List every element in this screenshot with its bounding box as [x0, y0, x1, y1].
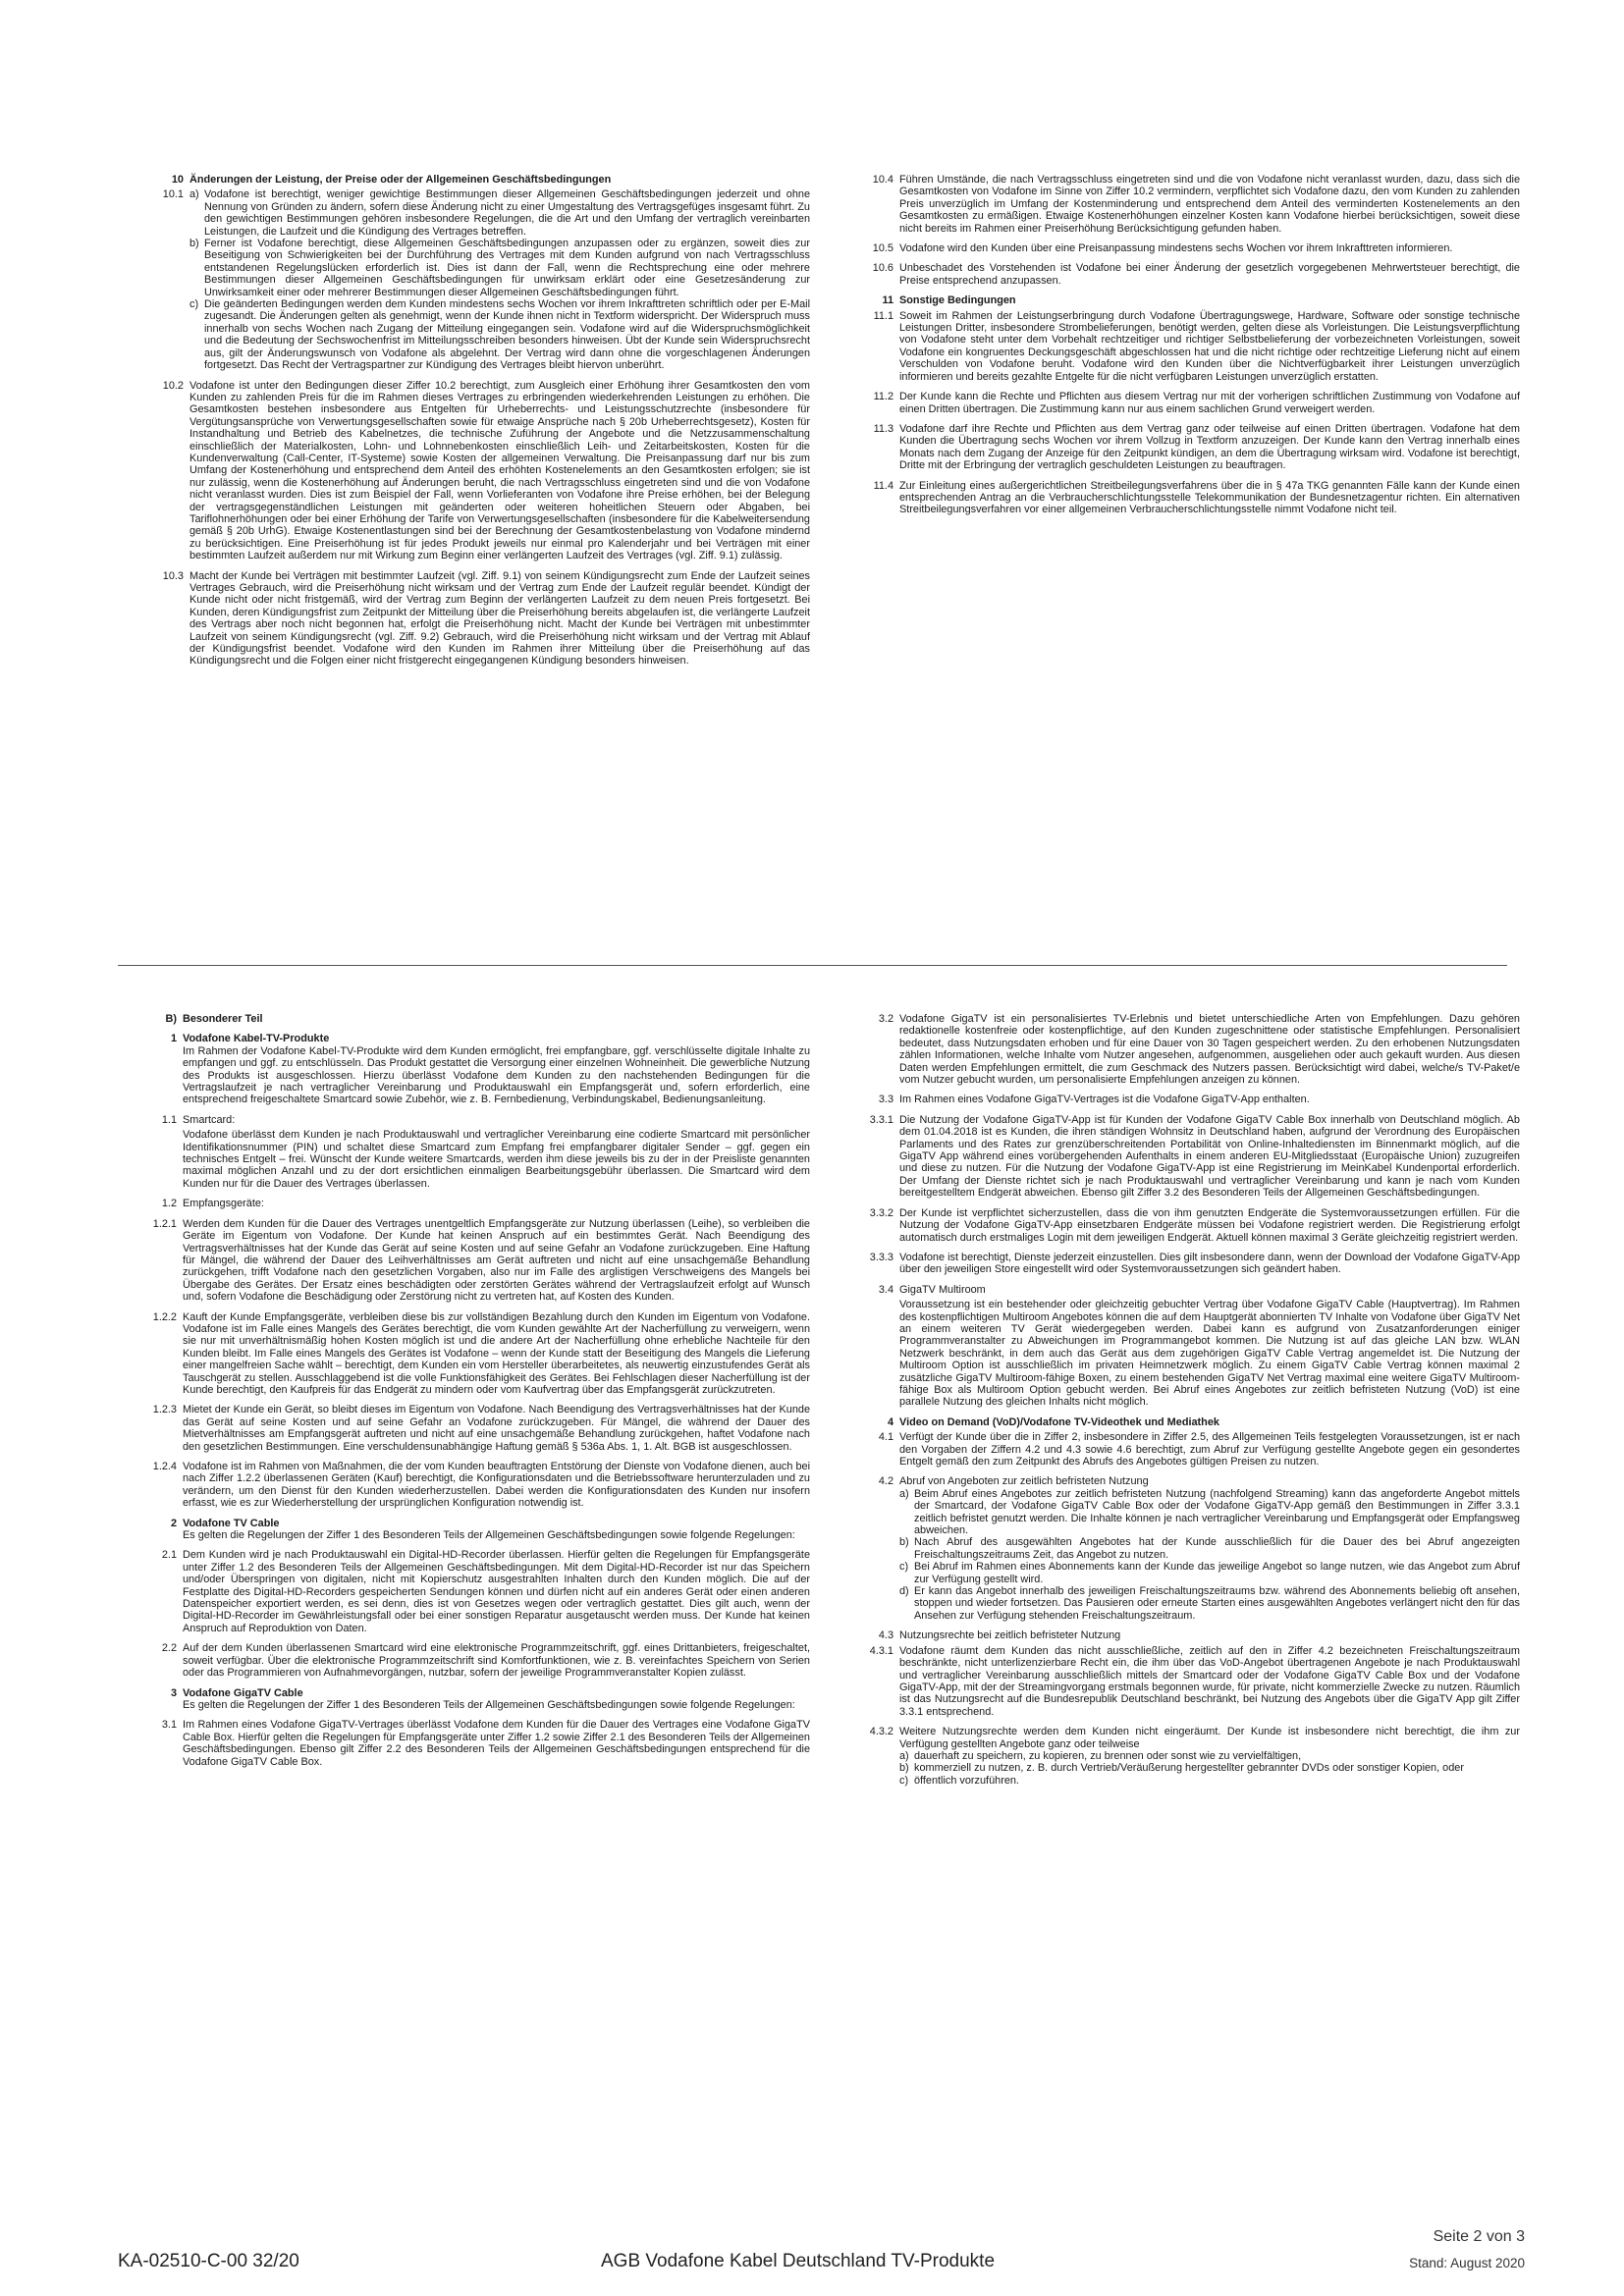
section-4-heading — [852, 1416, 1520, 1428]
clause-text: Unbeschadet des Vorstehenden ist Vodafone bei einer Änderung der gesetzlich vorgegebenen Mehrwertsteuer berechtigt, die Preise entsprechend anzupassen. — [899, 262, 1520, 287]
clause-text: Vodafone ist berechtigt, weniger gewichtige Bestimmungen dieser Allgemeinen Geschäftsbedingungen jederzeit und ohne Nennung von Gründen zu ändern, sofern diese Änderung nicht zu einer Umgestaltung des Vertragsgefüges insgesamt führt. Zu den gewichtigen Bestimmungen gehören insbesondere Regelungen, die die Art und den Umfang der vertraglich vereinbarten Leistungen, die Laufzeit und die Kündigung des Vertrages betreffen. — [204, 188, 810, 238]
clause-4-2 — [852, 1475, 1520, 1622]
clause-11-4 — [852, 480, 1520, 516]
clause-text: öffentlich vorzuführen. — [914, 1774, 1019, 1787]
section-title: Vodafone TV Cable — [183, 1517, 280, 1529]
clause-number: 10.1 — [162, 188, 184, 201]
section-title: Vodafone Kabel-TV-Produkte — [183, 1033, 330, 1045]
clause-text: Im Rahmen eines Vodafone GigaTV-Vertrages überlässt Vodafone dem Kunden für die Dauer des Vertrages eine Vodafone GigaTV Cable Box. Hierfür gelten die Regelungen für Empfangsgeräte unter Ziffer 1.2 sowie Ziffer 2.1 des Besonderen Teils der Allgemeinen Geschäftsbedingungen. Ebenso gilt Ziffer 2.2 des Besonderen Teils der Allgemeinen Geschäftsbedingungen entsprechend für die Vodafone GigaTV Cable Box. — [183, 1719, 810, 1768]
clause-text: Verfügt der Kunde über die in Ziffer 2, insbesondere in Ziffer 2.5, des Allgemeinen Teils festgelegten Voraussetzungen, ist er nach den Vorgaben der Ziffern 4.2 und 4.3 sowie 4.6 berechtigt, zum Abruf zur Verfügung gestellte Angebote gegen ein gesondertes Entgelt gemäß den zum Zeitpunkt des Abrufs des Angebotes gültigen Preisen zu nutzen. — [899, 1431, 1520, 1468]
clause-text: Im Rahmen eines Vodafone GigaTV-Vertrages ist die Vodafone GigaTV-App enthalten. — [899, 1094, 1310, 1106]
clause-number: 11.1 — [873, 309, 893, 322]
page-number: Seite 2 von 3 — [1433, 2228, 1525, 2245]
section-3-heading — [128, 1687, 810, 1699]
clause-10-4 — [852, 174, 1520, 235]
document-code: KA-02510-C-00 32/20 — [118, 2251, 299, 2271]
clause-4-3-2 — [852, 1726, 1520, 1787]
clause-1-2-3 — [128, 1404, 810, 1453]
clause-3-2 — [852, 1013, 1520, 1086]
clause-11-3 — [852, 423, 1520, 472]
item-letter: c) — [899, 1561, 909, 1574]
item-letter: c) — [189, 298, 199, 311]
clause-3-3-3 — [852, 1252, 1520, 1276]
part-b-heading — [128, 1013, 810, 1025]
clause-text: Vodafone ist unter den Bedingungen dieser Ziffer 10.2 berechtigt, zum Ausgleich einer Erhöhung ihrer Gesamtkosten den vom Kunden zu zahlenden Preis für die im Rahmen dieses Vertrages zu erbringenden wiederkehrenden Leistungen zu erhöhen. Die Gesamtkosten bestehen insbesondere aus Entgelten für Urheberrechts- und Leistungsschutzrechte (insbesondere für Vergütungsansprüche von Verwertungsgesellschaften sowie für etwaige Ansprüche nach § 20b Urheberrechtsgesetz), Kosten für Instandhaltung und Betrieb des Kabelnetzes, die technische Zuführung der Angebote und die Netzzusammenschaltung einschließlich der Materialkosten, Lohn- und Lohnnebenkosten einschließlich Leih- und Zeitarbeitskosten, Kosten für die Kundenverwaltung (Call-Center, IT-Systeme) sowie Kosten der allgemeinen Verwaltung. Die Preisanpassung darf nur bis zum Umfang der Kostenerhöhung und entsprechend dem Anteil des erhöhten Kostenelements an den Gesamtkosten erfolgen; sie ist nur zulässig, wenn die Kostenerhöhung auf Änderungen beruht, die nach Vertragsschluss eingetreten sind und die von Vodafone nicht veranlasst wurden. Dies ist zum Beispiel der Fall, wenn Vorlieferanten von Vodafone ihre Preise erhöhen, bei der Belegung der vertragsgegenständlichen Leistungen mit geänderten oder weiteren hoheitlichen Steuern oder Abgaben, bei Tariflohnerhöhungen oder bei einer Erhöhung der Tarife von Verwertungsgesellschaften (insbesondere für die Kabelweitersendung gemäß § 20b UrhG). Etwaige Kostenentlastungen sind bei der Berechnung der Gesamtkostenbelastung von Vodafone mindernd zu berücksichtigen. Eine Preiserhöhung ist für jedes Produkt jeweils nur einmal pro Kalenderjahr und bei Verträgen mit einer bestimmten Laufzeit außerdem nur mit Wirkung zum Beginn einer verlängerten Laufzeit des Vertrages (vgl. Ziff. 9.1) zulässig. — [189, 379, 810, 562]
clause-text: dauerhaft zu speichern, zu kopieren, zu brennen oder sonst wie zu vervielfältigen, — [914, 1749, 1302, 1762]
clause-text: Bei Abruf im Rahmen eines Abonnements kann der Kunde das jeweilige Angebot so lange nutzen, wie das Angebot zum Abruf zur Verfügung gestellt wird. — [914, 1561, 1520, 1585]
section-number: 3 — [170, 1686, 177, 1699]
clause-number: 1.1 — [161, 1113, 177, 1126]
clause-number: 10.6 — [872, 262, 893, 275]
clause-number: 10.3 — [162, 569, 184, 582]
clause-title: Smartcard: — [183, 1113, 236, 1126]
item-letter: b) — [189, 238, 199, 250]
clause-number: 11.2 — [873, 391, 893, 403]
clause-text: Nach Abruf des ausgewählten Angebotes hat der Kunde ausschließlich für die Dauer des bei Abruf angezeigten Freischaltungszeitraums Zeit, das Angebot zu nutzen. — [914, 1536, 1520, 1561]
clause-text: Vodafone überlässt dem Kunden je nach Produktauswahl und vertraglicher Vereinbarung eine codierte Smartcard mit persönlicher Identifikationsnummer (PIN) und schaltet diese Smartcard zum Empfang frei empfangbarer digitaler Sender – ggf. gegen ein technisches Entgelt – frei. Wünscht der Kunde weitere Smartcards, werden ihm diese jeweils bis zu der in der Preisliste genannten maximal möglichen Anzahl und zu der dort ersichtlichen einmaligen Bearbeitungsgebühr überlassen. Die Smartcard wird dem Kunden nur für die Dauer des Vertrages überlassen. — [183, 1129, 810, 1190]
clause-number: 3.3.1 — [869, 1113, 893, 1126]
clause-title: Empfangsgeräte: — [183, 1198, 264, 1210]
clause-text: Der Kunde ist verpflichtet sicherzustellen, dass die von ihm genutzten Endgeräte die Systemvoraussetzungen erfüllen. Für die Nutzung der Vodafone GigaTV-App einsetzbaren Endgeräte müssen bei Vodafone registriert werden. Die Registrierung erfolgt automatisch durch erstmaliges Login mit dem jeweiligen Endgerät. Aktuell können maximal 3 Geräte gleichzeitig registriert werden. — [899, 1206, 1520, 1244]
clause-2-2 — [128, 1642, 810, 1679]
clause-text: Vodafone wird den Kunden über eine Preisanpassung mindestens sechs Wochen vor ihrem Inkrafttreten informieren. — [899, 242, 1453, 255]
clause-4-1 — [852, 1431, 1520, 1468]
clause-1-2-1 — [128, 1218, 810, 1304]
clause-text: Es gelten die Regelungen der Ziffer 1 des Besonderen Teils der Allgemeinen Geschäftsbedingungen sowie folgende Regelungen: — [183, 1698, 795, 1711]
clause-text: Mietet der Kunde ein Gerät, so bleibt dieses im Eigentum von Vodafone. Nach Beendigung des Vertragsverhältnisses hat der Kunde das Gerät auf seine Kosten und auf seine Gefahr an Vodafone zurückzugeben. Für Mängel, die während der Dauer des Mietverhältnisses am Empfangsgerät auftreten und nicht auf eine unsachgemäße Behandlung zurückgehen, haftet Vodafone nach den gesetzlichen Bestimmungen. Eine verschuldensunabhängige Haftung gemäß § 536a Abs. 1, 1. Alt. BGB ist ausgeschlossen. — [183, 1404, 810, 1453]
section-number: 1 — [170, 1033, 177, 1045]
clause-number: 3.3 — [878, 1094, 893, 1106]
clause-2-1 — [128, 1549, 810, 1634]
document-date: Stand: August 2020 — [1409, 2256, 1525, 2270]
clause-3-4-title — [852, 1284, 1520, 1296]
clause-number: 10.4 — [872, 174, 893, 186]
section-2-text — [128, 1529, 810, 1541]
item-letter: b) — [899, 1762, 909, 1775]
section-10-heading — [142, 174, 810, 186]
clause-text: Führen Umstände, die nach Vertragsschluss eingetreten sind und die von Vodafone nicht veranlasst wurden, dazu, dass sich die Gesamtkosten von Vodafone im Sinne von Ziffer 10.2 vermindern, verpflichtet sich Vodafone dazu, den vom Kunden zu zahlenden Preis unverzüglich im Umfang der Kostenminderung und entsprechend dem Anteil des verminderten Kostenelements an den Gesamtkosten zu ermäßigen. Etwaige Kostenerhöhungen einzelner Kosten kann Vodafone hierbei berücksichtigen, soweit diese nicht bereits im Rahmen einer Preiserhöhung Berücksichtigung gefunden haben. — [899, 174, 1520, 235]
section-title: Video on Demand (VoD)/Vodafone TV-Videothek und Mediathek — [899, 1415, 1219, 1428]
clause-text: Es gelten die Regelungen der Ziffer 1 des Besonderen Teils der Allgemeinen Geschäftsbedingungen sowie folgende Regelungen: — [183, 1529, 795, 1542]
section-1-heading — [128, 1033, 810, 1044]
item-letter: a) — [899, 1749, 909, 1762]
clause-text: Ferner ist Vodafone berechtigt, diese Allgemeinen Geschäftsbedingungen anzupassen oder zu ergänzen, soweit dies zur Beseitigung von Schwierigkeiten bei der Durchführung des Vertrages mit dem Kunden aufgrund von nach Vertragsschluss entstandenen Regelungslücken erforderlich ist. Dies ist dann der Fall, wenn die Rechtsprechung eine oder mehrere Bestimmungen dieser Allgemeinen Geschäftsbedingungen für unwirksam erklärt oder eine Gesetzesänderung zur Unwirksamkeit einer oder mehrerer Bestimmungen dieser Allgemeinen Geschäftsbedingungen führt. — [204, 238, 810, 298]
clause-3-3-2 — [852, 1207, 1520, 1244]
item-letter: c) — [899, 1774, 909, 1787]
section-title: Sonstige Bedingungen — [899, 294, 1016, 307]
clause-number: 3.4 — [878, 1283, 893, 1296]
section-number: 11 — [882, 294, 893, 307]
clause-title: GigaTV Multiroom — [899, 1283, 986, 1296]
clause-text: Macht der Kunde bei Verträgen mit bestimmter Laufzeit (vgl. Ziff. 9.1) von seinem Kündigungsrecht zum Ende der Laufzeit seines Vertrages Gebrauch, wird die Preiserhöhung nicht wirksam und der Vertrag zum Ende der Laufzeit regulär beendet. Kündigt der Kunde nicht oder nicht fristgemäß, wird der Vertrag zum Beginn der verlängerten Laufzeit zu dem neuen Preis fortgesetzt. Bei Kunden, deren Kündigungsfrist zum Zeitpunkt der Mitteilung über die Preiserhöhung bereits abgelaufen ist, die verlängerte Laufzeit des Vertrags aber noch nicht begonnen hat, erfolgt die Preiserhöhung nicht. Macht der Kunde bei Verträgen mit unbestimmter Laufzeit von seinem Kündigungsrecht (vgl. Ziff. 9.2) Gebrauch, wird die Preiserhöhung nicht wirksam und der Vertrag mit Ablauf der Kündigungsfrist beendet. Vodafone wird den Kunden im Rahmen ihrer Mitteilung über die Preiserhöhung auf das Kündigungsrecht und die Folgen einer nicht fristgerecht eingegangenen Kündigung besonders hinweisen. — [189, 569, 810, 667]
clause-1-2-2 — [128, 1311, 810, 1397]
section-divider — [118, 965, 1507, 966]
part-title: Besonderer Teil — [183, 1013, 263, 1025]
clause-number: 11.3 — [873, 422, 893, 435]
item-letter: b) — [899, 1536, 909, 1549]
clause-number: 1.2.1 — [152, 1217, 177, 1230]
clause-number: 1.2.4 — [152, 1461, 177, 1472]
clause-3-4 — [852, 1299, 1520, 1409]
clause-11-2 — [852, 391, 1520, 415]
clause-text: Werden dem Kunden für die Dauer des Vertrages unentgeltlich Empfangsgeräte zur Nutzung überlassen (Leihe), so verbleiben die Geräte im Eigentum von Vodafone. Der Kunde hat keinen Anspruch auf ein bestimmtes Gerät. Nach Beendigung des Vertragsverhältnisses hat der Kunde das Gerät auf seine Kosten und auf seine Gefahr an Vodafone zurückzugeben. Eine Haftung für Mängel, die während der Dauer des Leihverhältnisses am Gerät auftreten und nicht auf eine unsachgemäße Behandlung zurückgehen, trifft Vodafone nach den gesetzlichen Vorgaben, also nur im Falle des arglistigen Verschweigens des Mangels bei Übergabe des Gerätes. Der Ersatz eines beschädigten oder zerstörten Gerätes während der Vertragslaufzeit erfolgt auf Wunsch und, sofern Vodafone die Beschädigung oder Zerstörung nicht zu vertreten hat, auf Kosten des Kunden. — [183, 1217, 810, 1304]
clause-text: Die Nutzung der Vodafone GigaTV-App ist für Kunden der Vodafone GigaTV Cable Box innerhalb von Deutschland möglich. Ab dem 01.04.2018 ist es Kunden, die ihren ständigen Wohnsitz in Deutschland haben, aufgrund der Verordnung des Europäischen Parlaments und des Rates zur grenzüberschreitenden Portabilität von Online-Inhaltediensten im Binnenmarkt möglich, auf die GigaTV App während eines vorübergehenden Aufenthalts in einem anderen EU-Mitgliedsstaat (Europäische Union) zuzugreifen und diese zu nutzen. Für die Nutzung der Vodafone GigaTV-App ist eine Registrierung im MeinKabel Kundenportal erforderlich. Der Umfang der Dienste richtet sich je nach Produktauswahl und vertraglicher Vereinbarung und kann je nach vom Kunden bereitgestelltem Endgerät abweichen. Ebenso gilt Ziffer 3.2 des Besonderen Teils der Allgemeinen Geschäftsbedingungen. — [899, 1113, 1520, 1200]
clause-text: Die geänderten Bedingungen werden dem Kunden mindestens sechs Wochen vor ihrem Inkrafttreten schriftlich oder per E-Mail zugesandt. Die Änderungen gelten als genehmigt, wenn der Kunde ihnen nicht in Textform widerspricht. Der Widerspruch muss innerhalb von sechs Wochen nach Zugang der Mitteilung eingegangen sein. Vodafone wird auf die Widerspruchsmöglichkeit und die Bedeutung der Sechswochenfrist im Mitteilungsschreiben besonders hinweisen. Übt der Kunde sein Widerspruchsrecht aus, gilt der Änderungswunsch von Vodafone als abgelehnt. Der Vertrag wird dann ohne die vorgeschlagenen Änderungen fortgesetzt. Das Recht der Vertragspartner zur Kündigung des Vertrages bleibt hiervon unberührt. — [204, 298, 810, 372]
clause-number: 3.3.2 — [869, 1206, 893, 1219]
clause-text: Vodafone ist berechtigt, Dienste jederzeit einzustellen. Dies gilt insbesondere dann, wenn der Download der Vodafone GigaTV-App über den jeweiligen Store eingestellt wird oder Systemvoraussetzungen sich geändert haben. — [899, 1251, 1520, 1276]
clause-number: 3.2 — [878, 1013, 893, 1025]
item-letter: d) — [899, 1585, 909, 1598]
clause-1-1-title — [128, 1114, 810, 1126]
section-3-text — [128, 1699, 810, 1711]
clause-4-3-1 — [852, 1645, 1520, 1718]
clause-number: 4.3.1 — [869, 1644, 893, 1657]
clause-number: 1.2.3 — [152, 1404, 177, 1416]
clause-number: 4.3.2 — [869, 1726, 893, 1738]
clause-number: 2.2 — [161, 1642, 177, 1655]
bottom-left-column — [128, 1013, 810, 1776]
section-title: Änderungen der Leistung, der Preise oder der Allgemeinen Geschäftsbedingungen — [189, 174, 612, 186]
clause-10-3 — [142, 570, 810, 667]
clause-number: 2.1 — [161, 1549, 177, 1562]
clause-text: Soweit im Rahmen der Leistungserbringung durch Vodafone Übertragungswege, Hardware, Software oder sonstige technische Leistungen Dritter, insbesondere Strombelieferungen, benötigt werden, gelten diese als Vorleistungen. Die Leistungsverpflichtung von Vodafone steht unter dem Vorbehalt rechtzeitiger und richtiger Selbstbelieferung der vorbezeichneten Vorleistungen, soweit Vodafone ein kongruentes Deckungsgeschäft abgeschlossen hat und die nicht richtige oder rechtzeitige Lieferung nicht auf einem Verschulden von Vodafone beruht. Vodafone wird den Kunden über die Nichtverfügbarkeit ihrer Leistungen unverzüglich informieren und bereits gezahlte Entgelte für die nicht verfügbaren Leistungen unverzüglich erstatten. — [899, 309, 1520, 383]
section-11-heading — [852, 294, 1520, 306]
clause-3-3 — [852, 1094, 1520, 1105]
clause-10-1 — [142, 188, 810, 371]
clause-3-3-1 — [852, 1114, 1520, 1200]
item-letter: a) — [899, 1487, 909, 1500]
clause-10-6 — [852, 262, 1520, 287]
clause-text: kommerziell zu nutzen, z. B. durch Vertrieb/Veräußerung hergestellter gebrannter DVDs oder sonstiger Kopien, oder — [914, 1762, 1464, 1775]
bottom-right-column — [852, 1013, 1520, 1794]
clause-title: Nutzungsrechte bei zeitlich befristeter Nutzung — [899, 1629, 1121, 1642]
item-letter: a) — [189, 188, 199, 201]
section-title: Vodafone GigaTV Cable — [183, 1686, 303, 1699]
top-right-column — [852, 174, 1520, 524]
clause-1-2-4 — [128, 1461, 810, 1510]
clause-10-2 — [142, 380, 810, 562]
clause-number: 1.2 — [161, 1198, 177, 1210]
clause-text: Auf der dem Kunden überlassenen Smartcard wird eine elektronische Programmzeitschrift, ggf. eines Drittanbieters, freigeschaltet, soweit verfügbar. Über die elektronische Programmzeitschrift sind Komfortfunktionen, wie z. B. vereinfachtes Speichern von Serien oder das Programmieren von Aufnahmevorgängen, nutzbar, sofern der jeweilige Programmveranstalter Kopien zulässt. — [183, 1642, 810, 1680]
clause-text: Vodafone ist im Rahmen von Maßnahmen, die der vom Kunden beauftragten Entstörung der Dienste von Vodafone dienen, auch bei nach Ziffer 1.2.2 überlassenen Geräten (Kauf) berechtigt, die Konfigurationsdaten und die Betriebssoftware herunterzuladen und zu verändern, um den Dienst für den Kunden wiederherzustellen. Dabei werden die Konfigurationsdaten des Kunden nur insofern erfasst, wie es zur Wiederherstellung der ursprünglichen Konfiguration notwendig ist. — [183, 1461, 810, 1510]
clause-text: Beim Abruf eines Angebotes zur zeitlich befristeten Nutzung (nachfolgend Streaming) kann das angeforderte Angebot mittels der Smartcard, der Vodafone GigaTV Cable Box oder der Vodafone GigaTV-App gemäß den Bestimmungen in Ziffer 3.3.1 zeitlich befristet genutzt werden. Die Inhalte können je nach vertraglicher Vereinbarung und Empfangsgerät oder Empfangsweg abweichen. — [914, 1487, 1520, 1537]
clause-3-1 — [128, 1719, 810, 1768]
clause-text: Kauft der Kunde Empfangsgeräte, verbleiben diese bis zur vollständigen Bezahlung durch den Kunden im Eigentum von Vodafone. Vodafone ist im Falle eines Mangels des Gerätes berechtigt, die vom Kunden gewählte Art der Nacherfüllung zu verweigern, wenn sie nur mit unverhältnismäßig hohen Kosten möglich ist und die andere Art der Nacherfüllung ohne erhebliche Nachteile für den Kunden bleibt. Im Falle eines Mangels des Gerätes ist Vodafone – wenn der Kunde statt der Beseitigung des Mangels die Lieferung einer mangelfreien Sache wählt – berechtigt, dem Kunden ein vom Hersteller überarbeitetes, als neuwertig einzustufendes Gerät als Tauschgerät zu stellen. Ausschlaggebend ist die volle Funktionsfähigkeit des Gerätes. Bei Fehlschlagen dieser Nacherfüllung ist der Kunde berechtigt, den Kaufpreis für das Endgerät zu mindern oder vom Kaufvertrag über das Empfangsgerät zurückzutreten. — [183, 1310, 810, 1396]
clause-text: Vodafone darf ihre Rechte und Pflichten aus dem Vertrag ganz oder teilweise auf einen Dritten übertragen. Vodafone hat dem Kunden die Übertragung sechs Wochen vor ihrem Vollzug in Textform anzuzeigen. Der Kunde kann den Vertrag innerhalb eines Monats nach dem Zugang der Anzeige für den Zeitpunkt kündigen, an dem die Übertragung wirksam wird. Vodafone ist berechtigt, Dritte mit der Erbringung der vertraglich geschuldeten Leistungen zu beauftragen. — [899, 422, 1520, 472]
clause-title: Abruf von Angeboten zur zeitlich befristeten Nutzung — [899, 1475, 1149, 1488]
clause-text: Im Rahmen der Vodafone Kabel-TV-Produkte wird dem Kunden ermöglicht, frei empfangbare, ggf. verschlüsselte digitale Inhalte zu empfangen und ggf. zu entschlüsseln. Das Produkt gestattet die Versorgung einer einzelnen Wohneinheit. Die gewerbliche Nutzung des Produkts ist ausgeschlossen. Hierzu überlässt Vodafone dem Kunden zu den nachstehenden Bedingungen für die Vertragslaufzeit je nach vertraglicher Vereinbarung und Produktauswahl ein Empfangsgerät und, sofern erforderlich, eine entsprechend freigeschaltete Smartcard sowie Zubehör, wie z. B. Fernbedienung, Verbindungskabel, Bedienungsanleitung. — [183, 1044, 810, 1106]
clause-1-1 — [128, 1129, 810, 1190]
clause-number: 11.4 — [873, 479, 893, 492]
clause-1-2-title — [128, 1198, 810, 1209]
part-label: B) — [165, 1013, 177, 1025]
section-1-text — [128, 1045, 810, 1106]
clause-number: 4.2 — [878, 1475, 893, 1488]
clause-number: 10.5 — [872, 242, 893, 255]
clause-number: 10.2 — [162, 379, 184, 392]
clause-text: Er kann das Angebot innerhalb des jeweiligen Freischaltungszeitraums bzw. während des Abonnements beliebig oft ansehen, stoppen und wieder fortsetzen. Das Pausieren oder erneute Starten eines ausgewählten Angebotes verlängert nicht den für das Ansehen zur Verfügung stehenden Freischaltungszeitraum. — [914, 1585, 1520, 1622]
clause-number: 1.2.2 — [152, 1310, 177, 1323]
clause-number: 4.3 — [878, 1629, 893, 1642]
section-number: 2 — [170, 1517, 177, 1529]
top-left-column — [142, 174, 810, 675]
section-2-heading — [128, 1518, 810, 1529]
section-number: 10 — [171, 174, 184, 186]
clause-number: 3.1 — [161, 1719, 177, 1732]
clause-text: Der Kunde kann die Rechte und Pflichten aus diesem Vertrag nur mit der vorherigen schriftlichen Zustimmung von Vodafone auf einen Dritten übertragen. Die Zustimmung kann nur aus einem sachlichen Grund verweigert werden. — [899, 391, 1520, 415]
clause-11-1 — [852, 310, 1520, 383]
document-title: AGB Vodafone Kabel Deutschland TV-Produkte — [601, 2251, 996, 2271]
clause-text: Voraussetzung ist ein bestehender oder gleichzeitig gebuchter Vertrag über Vodafone GigaTV Cable (Hauptvertrag). Im Rahmen des kostenpflichtigen Multiroom Angebotes können die auf dem Hauptgerät abonnierten TV Inhalte von Vodafone über GigaTV Net an einem weiteren TV Gerät wiedergegeben werden. Dabei kann es aufgrund von Zusatzanforderungen einiger Programmveranstalter zu Abweichungen im Programmangebot kommen. Die Nutzung ist auf das gleiche LAN bzw. WLAN Netzwerk beschränkt, in dem auch das Gerät aus dem zugehörigen GigaTV Cable Vertrag angemeldet ist. Die Nutzung der Multiroom Option ist ausschließlich im privaten Heimnetzwerk möglich. Zu einem GigaTV Cable Vertrag können maximal 2 zusätzliche GigaTV Multiroom-fähige Boxen, zu einem bestehenden GigaTV Net Vertrag maximal eine weitere GigaTV Multiroom-fähige Box als Multiroom Option gebucht werden. Bei Abruf eines Angebotes zur zeitlich befristeten Nutzung (VoD) ist eine parallele Nutzung des gleichen Inhalts nicht möglich. — [899, 1299, 1520, 1409]
clause-text: Zur Einleitung eines außergerichtlichen Streitbeilegungsverfahrens über die in § 47a TKG genannten Fälle kann der Kunde einen entsprechenden Antrag an die Verbraucherschlichtungsstelle Telekommunikation der Bundesnetzagentur richten. Ein alternativen Streitbeilegungsverfahren vor einer allgemeinen Verbraucherschlichtungsstelle nimmt Vodafone nicht teil. — [899, 479, 1520, 516]
clause-text: Dem Kunden wird je nach Produktauswahl ein Digital-HD-Recorder überlassen. Hierfür gelten die Regelungen für Empfangsgeräte unter Ziffer 1.2 des Besonderen Teils der Allgemeinen Geschäftsbedingungen. Mit dem Digital-HD-Recorder ist nur das Speichern und/oder Überspringen von digitalen, nicht mit Kopierschutz ausgestrahlten Inhalten durch den Kunden möglich. Die auf der Festplatte des Digital-HD-Recorders gespeicherten Sendungen können und dürfen nicht auf ein anderes Gerät oder einen anderen Datenspeicher exportiert werden, es sei denn, dies ist von Gesetzes wegen oder vertraglich gestattet. Dies gilt auch, wenn der Digital-HD-Recorder im Gewährleistungsfall oder bei einer sonstigen Reparatur ausgetauscht werden muss. Der Kunde hat keinen Anspruch auf Reproduktion von Daten. — [183, 1549, 810, 1634]
clause-text: Vodafone GigaTV ist ein personalisiertes TV-Erlebnis und bietet unterschiedliche Arten von Empfehlungen. Dazu gehören redaktionelle kostenfreie oder kostenpflichtige, auf den Kunden zugeschnittene oder statistische Empfehlungen. Personalisiert bedeutet, dass Nutzungsdaten erhoben und für eine Dauer von 30 Tagen gespeichert werden. Zu den erhobenen Nutzungsdaten zählen Informationen, welche Inhalte vom Nutzer angesehen, aufgenommen, ausgeliehen oder auch gekauft wurden. Aus diesen Daten werden Empfehlungen ermittelt, die zum Geschmack des Nutzers passen. Berücksichtigt wird dabei, welche/s TV-Paket/e vom Nutzer gebucht wurden, um personalisierte Empfehlungen anzeigen zu können. — [899, 1013, 1520, 1087]
clause-text: Vodafone räumt dem Kunden das nicht ausschließliche, zeitlich auf den in Ziffer 4.2 bezeichneten Freischaltungszeitraum beschränkte, nicht unterlizenzierbare Recht ein, die ihm über das VoD-Angebot übertragenen Angebote je nach Produktauswahl und vertraglicher Vereinbarung ausschließlich mittels der Smartcard oder der Vodafone GigaTV Cable Box und der Vodafone GigaTV-App, mit der der Streamingvorgang erstmals begonnen wurde, für private, nicht kommerzielle Zwecke zu nutzen. Räumlich ist das Nutzungsrecht auf die Bundesrepublik Deutschland beschränkt, bei Nutzung des Angebots über die GigaTV App gilt Ziffer 3.3.1 entsprechend. — [899, 1644, 1520, 1718]
section-number: 4 — [887, 1415, 893, 1428]
clause-number: 4.1 — [878, 1431, 893, 1444]
clause-text: Weitere Nutzungsrechte werden dem Kunden nicht eingeräumt. Der Kunde ist insbesondere nicht berechtigt, die ihm zur Verfügung gestellten Angebote ganz oder teilweise — [899, 1726, 1520, 1750]
clause-number: 3.3.3 — [869, 1251, 893, 1263]
clause-4-3 — [852, 1629, 1520, 1641]
clause-10-5 — [852, 242, 1520, 254]
